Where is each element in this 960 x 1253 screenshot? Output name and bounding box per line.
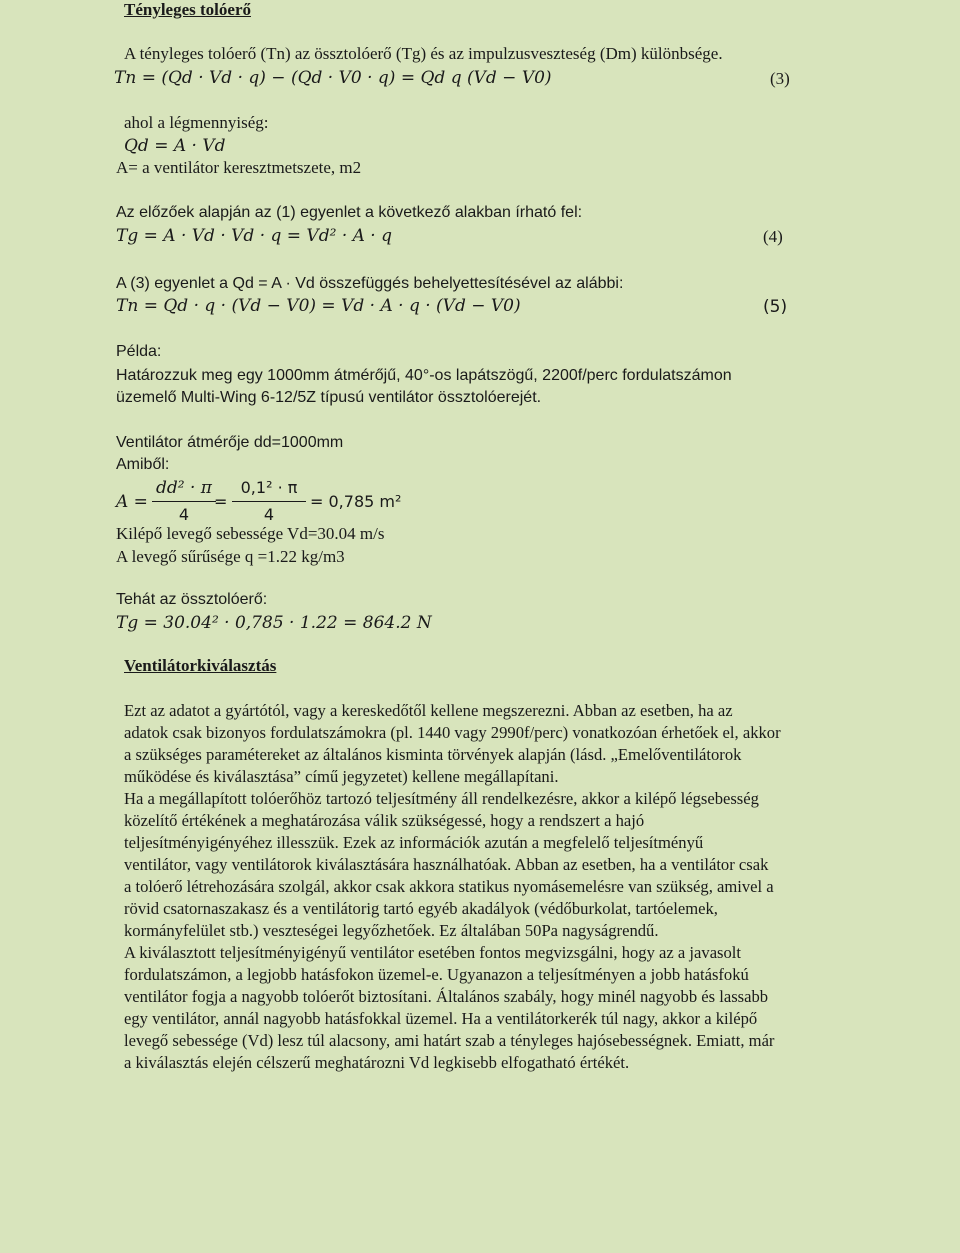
- area-definition: A= a ventilátor keresztmetszete, m2: [116, 158, 362, 177]
- body-line: fordulatszámon, a legjobb hatásfokon üzemel-e. Ugyanazon a teljesítményen a jobb hatásfokú: [124, 965, 749, 984]
- body-line: a kiválasztás elején célszerű meghatározni Vd legkisebb elfogatható értékét.: [124, 1053, 630, 1072]
- body-line: működése és kiválasztása” című jegyzetet) kellene megállapítani.: [124, 767, 559, 786]
- body-line: a tolóerő létrehozására szolgál, akkor csak akkora statikus nyomásemelésre van szükség, amivel a: [124, 877, 774, 896]
- thrust-equation: Tg = 30.04² · 0,785 · 1.22 = 864.2 N: [116, 613, 432, 633]
- example-line-2: üzemelő Multi-Wing 6-12/5Z típusú ventilátor össztolóerejét.: [116, 389, 542, 406]
- body-line: a szükséges paramétereket az általános kisminta törvények alapján (lásd. „Emelőventilátorok: [124, 745, 742, 764]
- body-line: Ezt az adatot a gyártótól, vagy a kereskedőtől kellene megszerezni. Abban az esetben, ha az: [124, 701, 733, 720]
- equation-4-number: (4): [763, 227, 783, 246]
- previous-text: Az előzőek alapján az (1) egyenlet a következő alakban írható fel:: [116, 204, 583, 221]
- area-eq-lhs: A =: [116, 492, 148, 512]
- equation-5-number: (5): [763, 297, 788, 317]
- area-fraction-2-denominator: 4: [263, 505, 275, 524]
- section-heading-thrust: Tényleges tolóerő: [124, 0, 251, 19]
- exit-speed-line: Kilépő levegő sebessége Vd=30.04 m/s: [116, 524, 385, 543]
- substitution-text: A (3) egyenlet a Qd = A · Vd összefüggés behelyettesítésével az alábbi:: [116, 275, 624, 292]
- body-line: ventilátor fogja a nagyobb tolóerőt biztosítani. Általános szabály, hogy minél nagyobb és lassabb: [124, 987, 769, 1006]
- diameter-line: Ventilátor átmérője dd=1000mm: [116, 434, 344, 451]
- density-line: A levegő sűrűsége q =1.22 kg/m3: [116, 547, 345, 566]
- airflow-label: ahol a légmennyiség:: [124, 113, 269, 132]
- intro-text: A tényleges tolóerő (Tn) az össztolóerő (Tg) és az impulzusveszteség (Dm) különbsége.: [124, 44, 723, 63]
- body-line: ventilátor, vagy ventilátorok kiválasztására használhatóak. Abban az esetben, ha a ventilátor csak: [124, 855, 769, 874]
- body-line: teljesítményigényéhez illesszük. Ezek az információk azután a megfelelő teljesítményű: [124, 833, 704, 852]
- body-line: A kiválasztott teljesítményigényű ventilátor esetében fontos megvizsgálni, hogy az a javasolt: [124, 943, 742, 962]
- area-fraction-1-numerator: dd² · π: [156, 478, 212, 498]
- area-fraction-2-numerator: 0,1² · π: [240, 478, 298, 497]
- body-line: kormányfelület stb.) veszteségei legyőzhetőek. Ez általában 50Pa nagyságrendű.: [124, 921, 659, 940]
- example-label: Példa:: [116, 343, 162, 360]
- body-line: egy ventilátor, annál nagyobb hatásfokkal üzemel. Ha a ventilátorkerék túl nagy, akkor a kilépő: [124, 1009, 758, 1028]
- equation-3-number: (3): [770, 69, 790, 88]
- thrust-label: Tehát az össztolóerő:: [116, 591, 268, 608]
- equation-5: Tn = Qd · q · (Vd − V0) = Vd · A · q · (Vd − V0): [116, 296, 521, 316]
- body-paragraph: [124, 700, 892, 1074]
- area-fraction-2-bar: [232, 501, 306, 502]
- area-eq-equals: =: [214, 492, 228, 511]
- body-line: levegő sebessége (Vd) lesz túl alacsony, ami határt szab a tényleges hajósebességnek. Emiatt, már: [124, 1031, 775, 1050]
- area-fraction-1-denominator: 4: [178, 505, 190, 524]
- section-heading-fan-selection: Ventilátorkiválasztás: [124, 656, 277, 675]
- body-line: adatok csak bizonyos fordulatszámokra (pl. 1440 vagy 2990f/perc) vonatkozóan érhetőek el, akkor: [124, 723, 781, 742]
- equation-4: Tg = A · Vd · Vd · q = Vd² · A · q: [116, 226, 392, 246]
- equation-airflow: Qd = A · Vd: [124, 136, 226, 156]
- body-line: Ha a megállapított tolóerőhöz tartozó teljesítmény áll rendelkezésre, akkor a kilépő légsebesség: [124, 789, 759, 808]
- example-line-1: Határozzuk meg egy 1000mm átmérőjű, 40°-os lapátszögű, 2200f/perc fordulatszámon: [116, 367, 732, 384]
- from-label: Amiből:: [116, 456, 170, 473]
- area-fraction-1-bar: [152, 501, 216, 502]
- body-line: rövid csatornaszakasz és a ventilátorig tartó egyéb akadályok (védőburkolat, tartóelemek,: [124, 899, 718, 918]
- body-line: közelítő értékének a meghatározása válik szükségessé, hogy a rendszert a hajó: [124, 811, 645, 830]
- area-eq-result: = 0,785 m²: [310, 492, 402, 511]
- equation-3: Tn = (Qd · Vd · q) − (Qd · V0 · q) = Qd q (Vd − V0): [114, 68, 552, 88]
